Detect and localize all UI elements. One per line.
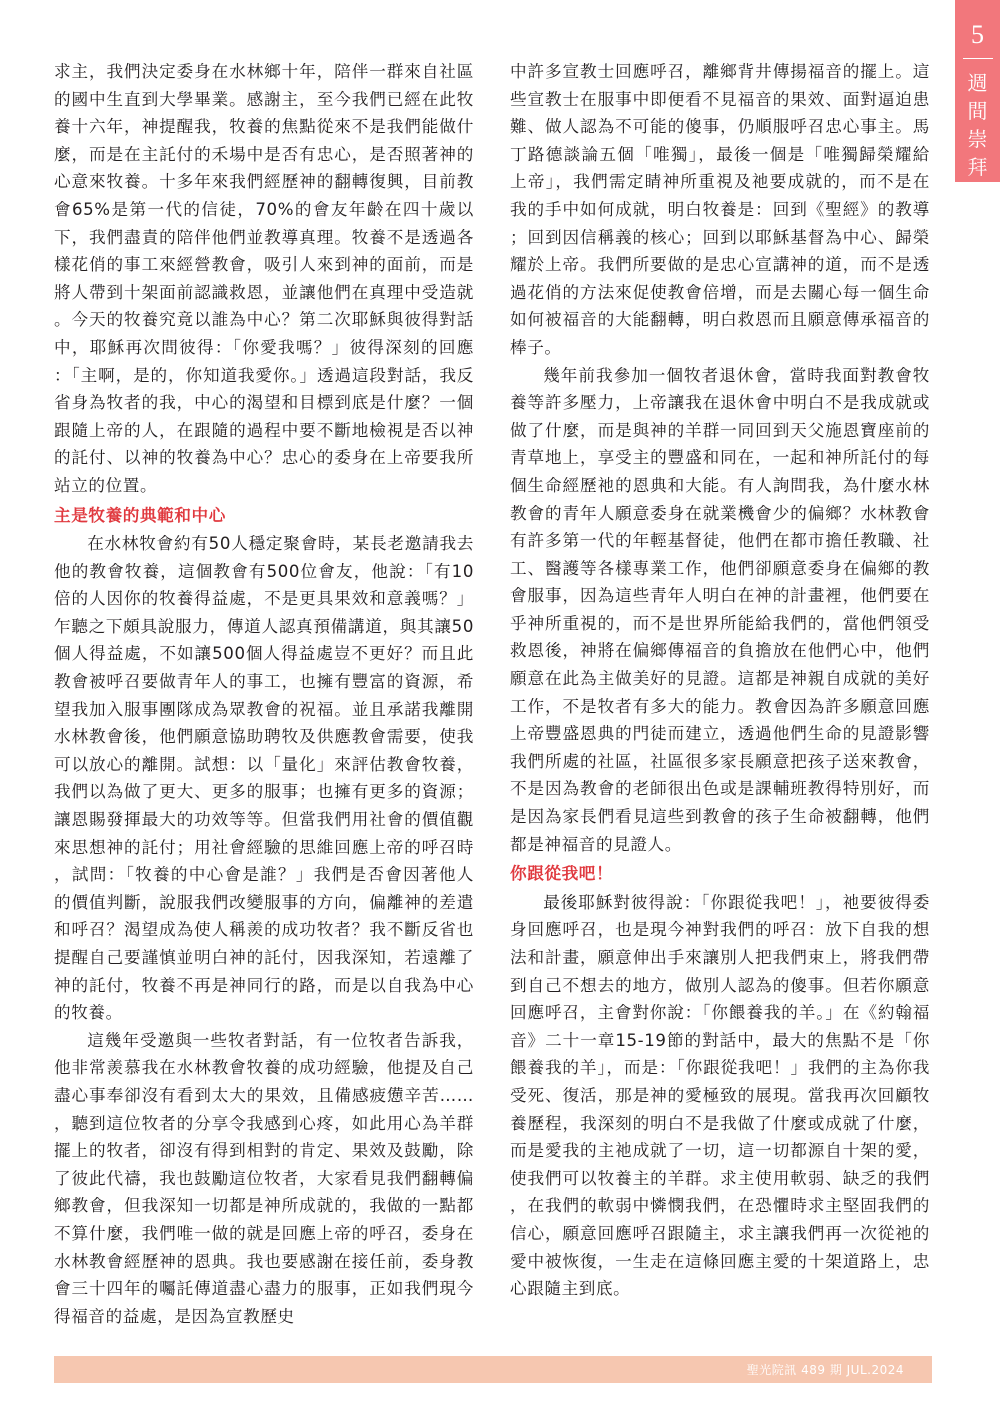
section-label-char: 崇 [967,127,988,151]
publication-info: 聖光院訊 489 期 JUL.2024 [746,1363,904,1377]
paragraph: 求主，我們決定委身在水林鄉十年，陪伴一群來自社區的國中生直到大學畢業。感謝主，至今我們已經在此牧養十六年，神提醒我，牧養的焦點從來不是我們能做什麼，而是在主託付的禾場中是否有忠心，是否照著神的心意來牧養。十多年來我們經歷神的翻轉復興，目前教會65%是第一代的信徒，70%的會友年齡在四十歲以下，我們盡責的陪伴他們並教導真理。牧養不是透過各樣花俏的事工來經營教會，吸引人來到神的面前，而是將人帶到十架面前認識救恩，並讓他們在真理中受造就。今天的牧養究竟以誰為中心？第二次耶穌與彼得對話中，耶穌再次問彼得：「你愛我嗎？」彼得深刻的回應：「主啊，是的，你知道我愛你。」透過這段對話，我反省身為牧者的我，中心的渴望和目標到底是什麼？一個跟隨上帝的人，在跟隨的過程中要不斷地檢視是否以神的託付、以神的牧養為中心？忠心的委身在上帝要我所站立的位置。 [54,62,474,495]
left-column [54,58,474,1330]
section-heading: 你跟從我吧！ [510,864,614,884]
paragraph: 在水林牧會約有50人穩定聚會時，某長老邀請我去他的教會牧養，這個教會有500位會友，他說：「有10倍的人因你的牧養得益處，不是更具果效和意義嗎？」乍聽之下頗具說服力，傳道人認真預備講道，與其讓50個人得益處，不如讓500個人得益處豈不更好？而且此教會被呼召要做青年人的事工，也擁有豐富的資源，希望我加入服事團隊成為眾教會的祝福。並且承諾我離開水林教會後，他們願意協助聘牧及供應教會需要，使我可以放心的離開。試想：以「量化」來評估教會牧養，我們以為做了更大、更多的服事；也擁有更多的資源；讓恩賜發揮最大的功效等等。但當我們用社會的價值觀來思想神的託付；用社會經驗的思維回應上帝的呼召時，試問：「牧養的中心會是誰？」我們是否會因著他人的價值判斷，說服我們改變服事的方向，偏離神的差遣和呼召？渴望成為使人稱羨的成功牧者？我不斷反省也提醒自己要謹慎並明白神的託付，因我深知，若遠離了神的託付，牧養不再是神同行的路，而是以自我為中心的牧養。 [54,534,474,1023]
tab-divider [963,58,993,59]
section-tab [955,0,1000,182]
section-label [968,69,988,181]
paragraph: 中許多宣教士回應呼召，離鄉背井傳揚福音的擺上。這些宣教士在服事中即便看不見福音的果效、面對逼迫患難、做人認為不可能的傻事，仍順服呼召忠心事主。馬丁路德談論五個「唯獨」，最後一個是「唯獨歸榮耀給上帝」，我們需定睛神所重視及祂要成就的，而不是在我的手中如何成就，明白牧養是：回到《聖經》的教導；回到因信稱義的核心；回到以耶穌基督為中心、歸榮耀於上帝。我們所要做的是忠心宣講神的道，而不是透過花俏的方法來促使教會倍增，而是去關心每一個生命如何被福音的大能翻轉，明白救恩而且願意傳承福音的棒子。 [510,62,930,357]
page-number: 5 [971,20,984,49]
right-column [510,58,930,1303]
section-label-char: 拜 [967,155,988,179]
section-label-char: 週 [967,71,988,95]
section-label-char: 間 [967,99,988,123]
paragraph: 最後耶穌對彼得說：「你跟從我吧！」，祂要彼得委身回應呼召，也是現今神對我們的呼召：放下自我的想法和計畫，願意伸出手來讓別人把我們束上，將我們帶到自己不想去的地方，做別人認為的傻事。但若你願意回應呼召，主會對你說：「你餵養我的羊。」在《約翰福音》二十一章15-19節的對話中，最大的焦點不是「你餵養我的羊」，而是：「你跟從我吧！」我們的主為你我受死、復活，那是神的愛極致的展現。當我再次回顧牧養歷程，我深刻的明白不是我做了什麼或成就了什麼，而是愛我的主祂成就了一切，這一切都源自十架的愛，使我們可以牧養主的羊群。求主使用軟弱、缺乏的我們，在我們的軟弱中憐憫我們，在恐懼時求主堅固我們的信心，願意回應呼召跟隨主，求主讓我們再一次從祂的愛中被恢復，一生走在這條回應主愛的十架道路上，忠心跟隨主到底。 [510,892,930,1299]
paragraph: 這幾年受邀與一些牧者對話，有一位牧者告訴我，他非常羨慕我在水林教會牧養的成功經驗，他提及自己盡心事奉卻沒有看到太大的果效，且備感疲憊辛苦……，聽到這位牧者的分享令我感到心疼，如此用心為羊群擺上的牧者，卻沒有得到相對的肯定、果效及鼓勵，除了彼此代禱，我也鼓勵這位牧者，大家看見我們翻轉偏鄉教會，但我深知一切都是神所成就的，我做的一點都不算什麼，我們唯一做的就是回應上帝的呼召，委身在水林教會經歷神的恩典。我也要感謝在接任前，委身教會三十四年的囑託傳道盡心盡力的服事，正如我們現今得福音的益處，是因為宣教歷史 [54,1030,474,1326]
section-heading: 主是牧養的典範和中心 [54,505,226,525]
paragraph: 幾年前我參加一個牧者退休會，當時我面對教會牧養等許多壓力，上帝讓我在退休會中明白不是我成就或做了什麼，而是與神的羊群一同回到天父施恩寶座前的青草地上，享受主的豐盛和同在，一起和神所託付的每個生命經歷祂的恩典和大能。有人詢問我，為什麼水林教會的青年人願意委身在就業機會少的偏鄉？水林教會有許多第一代的年輕基督徒，他們在都市擔任教職、社工、醫護等各樣專業工作，他們卻願意委身在偏鄉的教會服事，因為這些青年人明白在神的計畫裡，他們要在乎神所重視的，而不是世界所能給我們的，當他們領受救恩後，神將在偏鄉傳福音的負擔放在他們心中，他們願意在此為主做美好的見證。這都是神親自成就的美好工作，不是牧者有多大的能力。教會因為許多願意回應上帝豐盛恩典的門徒而建立，透過他們生命的見證影響我們所處的社區，社區很多家長願意把孩子送來教會，不是因為教會的老師很出色或是課輔班教得特別好，而是因為家長們看見這些到教會的孩子生命被翻轉，他們都是神福音的見證人。 [510,365,930,854]
footer-band [54,1356,932,1383]
